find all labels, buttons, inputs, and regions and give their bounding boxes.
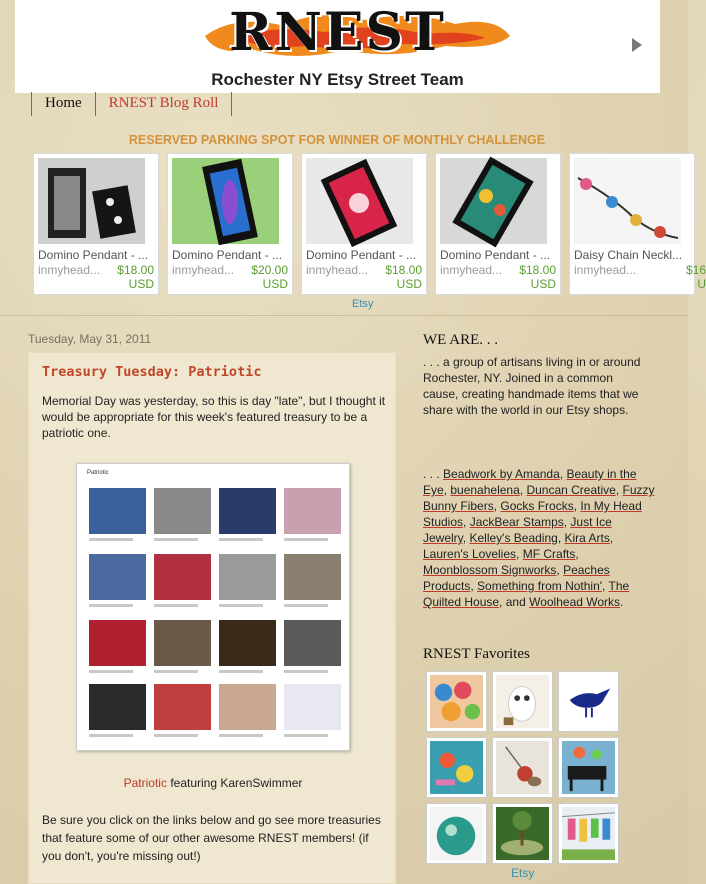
gallery-card-price [232,263,288,291]
price-currency: USD [530,277,556,291]
member-link[interactable]: Fuzzy Bunny Fibers [423,483,655,513]
members-and: and [505,595,526,609]
gallery-card-shop[interactable]: inmyhead... [172,263,235,277]
favorite-thumbnail[interactable] [492,737,553,798]
gallery-card-title[interactable]: Domino Pendant - ... [440,248,551,262]
reserved-heading: RESERVED PARKING SPOT FOR WINNER OF MONTHLY CHALLENGE [128,133,546,147]
favorite-image [562,741,615,794]
favorite-image [496,807,549,860]
favorite-image [496,741,549,794]
weare-text: . . . a group of artisans living in or around Rochester, NY. Joined in a common cause, creating handmade items that we share with the world in our Etsy shops. [423,355,641,417]
members-prefix: . . . [423,467,444,481]
gallery-card-price [500,263,556,291]
price-currency: U [697,277,706,291]
favorite-thumbnail[interactable] [426,803,487,864]
favorite-image [430,741,483,794]
favorite-thumbnail[interactable] [426,671,487,732]
gallery-card-shop[interactable]: inmyhead... [440,263,503,277]
price-currency: USD [128,277,154,291]
favorites-heading: RNEST Favorites [423,646,530,662]
blog-header[interactable] [15,0,660,93]
etsy-mini-gallery [33,153,706,297]
logo-text: RNEST [229,2,446,63]
member-link[interactable]: Kelley's Beading [469,531,558,545]
gallery-card[interactable] [569,153,706,295]
gallery-card-shop[interactable]: inmyhead... [306,263,369,277]
nav-blogroll-link[interactable]: RNEST Blog Roll [95,92,233,116]
post-date: Tuesday, May 31, 2011 [28,332,152,346]
favorite-thumbnail[interactable] [558,671,619,732]
etsy-link[interactable]: Etsy [352,298,374,310]
product-thumbnail[interactable] [574,158,681,244]
gallery-card-title[interactable]: Domino Pendant - ... [172,248,283,262]
member-link[interactable]: Kira Arts [564,531,610,545]
gallery-card-price [366,263,422,291]
member-link[interactable]: Peaches Products [423,563,610,593]
gallery-card-title[interactable]: Daisy Chain Neckl... [574,248,683,262]
header-tagline: Rochester NY Etsy Street Team [211,70,464,89]
gallery-card-title[interactable]: Domino Pendant - ... [38,248,149,262]
price-currency: USD [396,277,422,291]
favorite-image [562,807,615,860]
favorite-thumbnail[interactable] [492,671,553,732]
collage-grid [77,464,349,750]
favorite-thumbnail[interactable] [558,737,619,798]
gallery-card-shop[interactable]: inmyhead... [574,263,637,277]
member-link[interactable]: Moonblossom Signworks [423,563,557,577]
favorite-thumbnail[interactable] [492,803,553,864]
etsy-link[interactable]: Etsy [511,866,535,880]
favorite-thumbnail[interactable] [558,803,619,864]
price-value: $18.00 [117,263,154,277]
nav-home-link[interactable]: Home [31,92,95,116]
gallery-card-price [98,263,154,291]
gallery-card[interactable] [435,153,561,295]
price-value: $18.00 [385,263,422,277]
member-link[interactable]: Lauren's Lovelies [423,547,517,561]
sidebar [423,332,673,880]
gallery-card[interactable] [33,153,159,295]
post-title[interactable]: Treasury Tuesday: Patriotic [42,364,262,380]
favorite-image [562,675,615,728]
member-link[interactable]: Woolhead Works [529,595,621,609]
blog-post [28,352,396,884]
top-nav [31,92,232,116]
member-link[interactable]: Just Ice Jewelry [423,515,612,545]
gallery-card-price [650,263,706,291]
treasury-link[interactable]: Patriotic [123,776,167,790]
member-list: . . . Beadwork by Amanda, Beauty in the Eye, buenahelena, Duncan Creative, Fuzzy Bunny Fibers, Gocks Frocks, In My Head Studios, JackBear Stamps, Just Ice Jewelry, Kelley's Beading, Kira Arts, Lauren's Lovelies, MF Crafts, Moonblossom Signworks, Peaches Products, Something from Nothin', The Quilted House, and Woolhead Works. [423,467,655,609]
member-link[interactable]: buenahelena [450,483,520,497]
arrow-right-icon[interactable] [632,38,642,52]
member-link[interactable]: Something from Nothin' [477,579,603,593]
member-link[interactable]: Beadwork by Amanda [443,467,560,481]
favorite-image [430,675,483,728]
caption-text: featuring KarenSwimmer [166,776,303,790]
weare-heading: WE ARE. . . [423,332,498,348]
gallery-card[interactable] [301,153,427,295]
section-divider [0,315,688,316]
treasury-collage-image[interactable] [76,463,350,751]
collage-caption [29,776,397,790]
favorites-grid [426,671,626,871]
member-link[interactable]: MF Crafts [522,547,576,561]
member-link[interactable]: JackBear Stamps [469,515,564,529]
gallery-card-title[interactable]: Domino Pendant - ... [306,248,417,262]
gallery-card-shop[interactable]: inmyhead... [38,263,101,277]
member-link[interactable]: In My Head Studios [423,499,642,529]
gallery-card[interactable] [167,153,293,295]
collage-title: Patriotic [87,470,109,476]
price-value: $20.00 [251,263,288,277]
favorite-thumbnail[interactable] [426,737,487,798]
post-intro-text: Memorial Day was yesterday, so this is day "late", but I thought it would be appropriate for this week's featured treasury to be a patriotic one. [42,394,386,440]
member-link[interactable]: The Quilted House [423,579,630,609]
product-thumbnail[interactable] [172,158,279,244]
post-closing-text: Be sure you click on the links below and go see more treasuries that feature some of our other awesome RNEST members! (if you don't, you're missing out!) [42,813,381,863]
product-thumbnail[interactable] [440,158,547,244]
member-link[interactable]: Gocks Frocks [500,499,574,513]
product-thumbnail[interactable] [38,158,145,244]
price-value: $18.00 [519,263,556,277]
price-currency: USD [262,277,288,291]
member-link[interactable]: Beauty in the Eye [423,467,637,497]
product-thumbnail[interactable] [306,158,413,244]
member-link[interactable]: Duncan Creative [526,483,616,497]
price-value: $16 [685,263,706,277]
favorite-image [430,807,483,860]
favorite-image [496,675,549,728]
